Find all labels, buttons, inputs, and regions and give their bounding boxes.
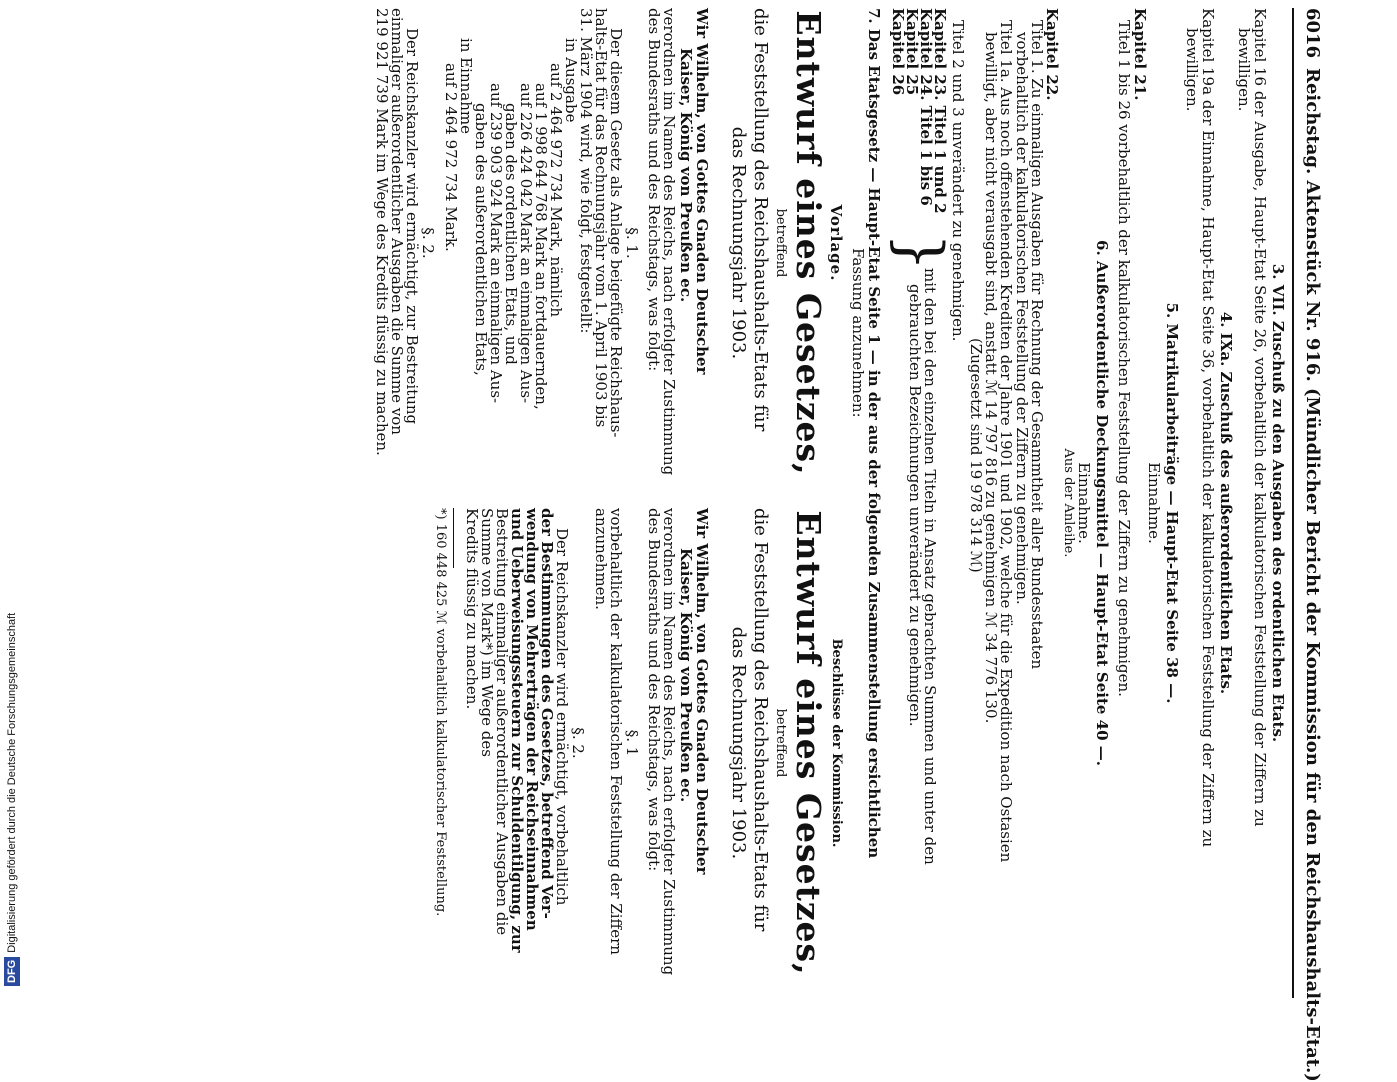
section3-line1: Kapitel 16 der Ausgabe, Haupt-Etat Seite 26, vorbehaltlich der kalkulatorischen Feststellung der Ziffern zu (1251, 8, 1269, 827)
left-label: Vorlage. (827, 204, 845, 282)
right-p4: des Bundesraths und des Reichstags, was folgt: (645, 508, 663, 872)
left-s2: §. 2. (419, 227, 437, 259)
brace: } (885, 233, 955, 272)
right-p2: Kaiser, König von Preußen ec. (677, 548, 695, 803)
page-number: 6016 (1302, 8, 1323, 59)
left-p1: Wir Wilhelm, von Gottes Gnaden Deutscher (693, 8, 711, 375)
right-b2: der Bestimmungen des Gesetzes, betreffend Ver- (538, 508, 556, 919)
left-b1: Der Reichskanzler wird ermächtigt, zur Bestreitung (403, 28, 421, 425)
right-b5: Bestreitung einmaliger außerordentlicher Ausgaben die (493, 508, 511, 936)
section5-sub: Einnahme. (1145, 462, 1163, 544)
left-subj2: das Rechnungsjahr 1903. (728, 126, 749, 360)
left-subj1: die Feststellung des Reichshaushalts-Etats für (750, 8, 771, 432)
left-a10: gaben des außerordentlichen Etats, (472, 103, 490, 376)
left-p2: Kaiser, König von Preußen ec. (677, 48, 695, 303)
chapter-26: Kapitel 26 (889, 8, 907, 96)
right-a1: vorbehaltlich der kalkulatorischen Feststellung der Ziffern (607, 508, 625, 955)
chapter-23: Kapitel 23. Titel 1 und 2 (931, 8, 949, 214)
section4-heading: 4. IXa. Zuschuß des außerordentlichen Etats. (1217, 311, 1235, 695)
header-rule (1292, 8, 1294, 998)
right-s1: §. 1 (623, 729, 641, 757)
left-a3: 31. März 1904 wird, wie folgt, festgestellt: (577, 8, 595, 334)
left-b2: einmaliger außerordentlicher Ausgaben die Summe von (388, 8, 406, 435)
footer (4, 606, 24, 986)
section3-heading: 3. VII. Zuschuß zu den Ausgaben des ordentlichen Etats. (1269, 263, 1287, 743)
section6-t2b: bewilligt, aber nicht verausgabt sind, anstatt ℳ 14 797 816 zu genehmigen ℳ 34 776 130. (982, 32, 1000, 724)
dfg-logo: DFG (4, 957, 20, 986)
right-betreffend: betreffend (773, 708, 788, 778)
section7-line1: 7. Das Etatsgesetz — Haupt-Etat Seite 1 — in der aus der folgenden Zusammenstellung ersichtlichen (865, 8, 883, 859)
left-a1: Der diesem Gesetz als Anlage beigefügte Reichshaus- (607, 28, 625, 438)
left-b3: 219 921 739 Mark im Wege des Kredits flüssig zu machen. (373, 8, 391, 456)
right-b3: wendung von Mehrerträgen der Reichseinnahmen (523, 508, 541, 931)
left-a4: in Ausgabe (562, 38, 580, 123)
section6-sub: Einnahme. (1075, 462, 1093, 544)
left-a12: auf 2 464 972 734 Mark. (442, 63, 460, 252)
right-b7: Kredits flüssig zu machen. (463, 508, 481, 710)
right-b4: und Ueberweisungssteuern zur Schuldentilgung, zur (508, 508, 526, 953)
chapter-24: Kapitel 24. Titel 1 bis 6 (917, 8, 935, 206)
left-a11: in Einnahme (457, 38, 475, 134)
right-b6: Summe von Mark*) im Wege des (478, 508, 496, 757)
left-p3: verordnen im Namen des Reichs, nach erfolgter Zustimmung (660, 8, 678, 476)
left-a6: auf 1 998 644 768 Mark an fortdauernden, (532, 83, 550, 410)
section6-t2a: Titel 1a. Aus noch offenstehenden Krediten der Jahre 1901 und 1902, welche für die Expedition nach Ostasien (997, 20, 1015, 863)
chapters-right1: mit den bei den einzelnen Titeln in Ansatz gebrachten Summen und unter den (921, 268, 939, 865)
section6-t1b: vorbehaltlich der kalkulatorischen Feststellung der Ziffern zu genehmigen. (1013, 32, 1031, 605)
left-betreffend: betreffend (773, 208, 788, 278)
right-a2: anzunehmen. (592, 508, 610, 610)
right-p3: verordnen im Namen des Reichs, nach erfolgter Zustimmung (660, 508, 678, 976)
left-a5: auf 2 464 972 734 Mark, nämlich (547, 63, 565, 318)
rotated-page (140, 8, 1323, 1082)
footnote-rule (453, 508, 454, 568)
section4-line2: bewilligen. (1183, 28, 1201, 112)
chapters-right2: gebrauchten Bezeichnungen unverändert zu genehmigen. (906, 284, 924, 727)
section6-sub2: Aus der Anleihe. (1061, 448, 1076, 558)
right-p1: Wir Wilhelm, von Gottes Gnaden Deutscher (693, 508, 711, 875)
left-title: Entwurf eines Gesetzes, (789, 10, 828, 476)
section6-t1a: Titel 1. Zu einmaligen Ausgaben für Rechnung der Gesammtheit aller Bundesstaaten (1028, 20, 1046, 670)
section6-t3: Titel 2 und 3 unverändert zu genehmigen. (949, 20, 967, 342)
left-s1: §. 1. (623, 227, 641, 259)
section6-t2c: (Zugesetzt sind 19 978 314 ℳ) (967, 338, 985, 573)
footer-text: Digitalisierung gefördert durch die Deutsche Forschungsgemeinschaft (6, 612, 18, 953)
page-header: Reichstag. Aktenstück Nr. 916. (Mündlicher Bericht der Kommission für den Reichshaushalts-Etat.) (1302, 68, 1323, 1082)
section6-chapter: Kapitel 22. (1043, 8, 1061, 101)
left-a9: auf 239 903 924 Mark an einmaligen Aus- (487, 83, 505, 404)
right-subj1: die Feststellung des Reichshaushalts-Etats für (750, 508, 771, 932)
section5-line: Titel 1 bis 26 vorbehaltlich der kalkulatorischen Feststellung der Ziffern zu genehmigen. (1115, 20, 1133, 697)
right-footnote: *) 160 448 425 ℳ vorbehaltlich kalkulatorischer Feststellung. (433, 508, 448, 917)
section5-heading: 5. Matrikularbeiträge — Haupt-Etat Seite 38 —. (1163, 302, 1181, 704)
left-a2: halts-Etat für das Rechnungsjahr vom 1. April 1903 bis (592, 8, 610, 428)
section4-line1: Kapitel 19a der Einnahme, Haupt-Etat Seite 36, vorbehaltlich der kalkulatorischen Feststellung der Ziffern zu (1199, 8, 1217, 848)
right-b1: Der Reichskanzler wird ermächtigt, vorbehaltlich (553, 528, 571, 906)
section5-chapter: Kapitel 21. (1131, 8, 1149, 101)
right-subj2: das Rechnungsjahr 1903. (728, 626, 749, 860)
right-label: Beschlüsse der Kommission. (829, 638, 844, 848)
section7-line2: Fassung anzunehmen: (849, 248, 867, 418)
right-title: Entwurf eines Gesetzes, (789, 510, 828, 976)
section3-line2: bewilligen. (1235, 28, 1253, 112)
right-s2: §. 2. (569, 727, 587, 759)
section6-heading: 6. Außerordentliche Deckungsmittel — Haupt-Etat Seite 40 —. (1093, 240, 1111, 766)
chapter-25: Kapitel 25 (903, 8, 921, 96)
left-p4: des Bundesraths und des Reichstags, was folgt: (645, 8, 663, 372)
left-a7: auf 226 424 042 Mark an einmaligen Aus- (517, 83, 535, 404)
left-a8: gaben des ordentlichen Etats, und (502, 103, 520, 365)
